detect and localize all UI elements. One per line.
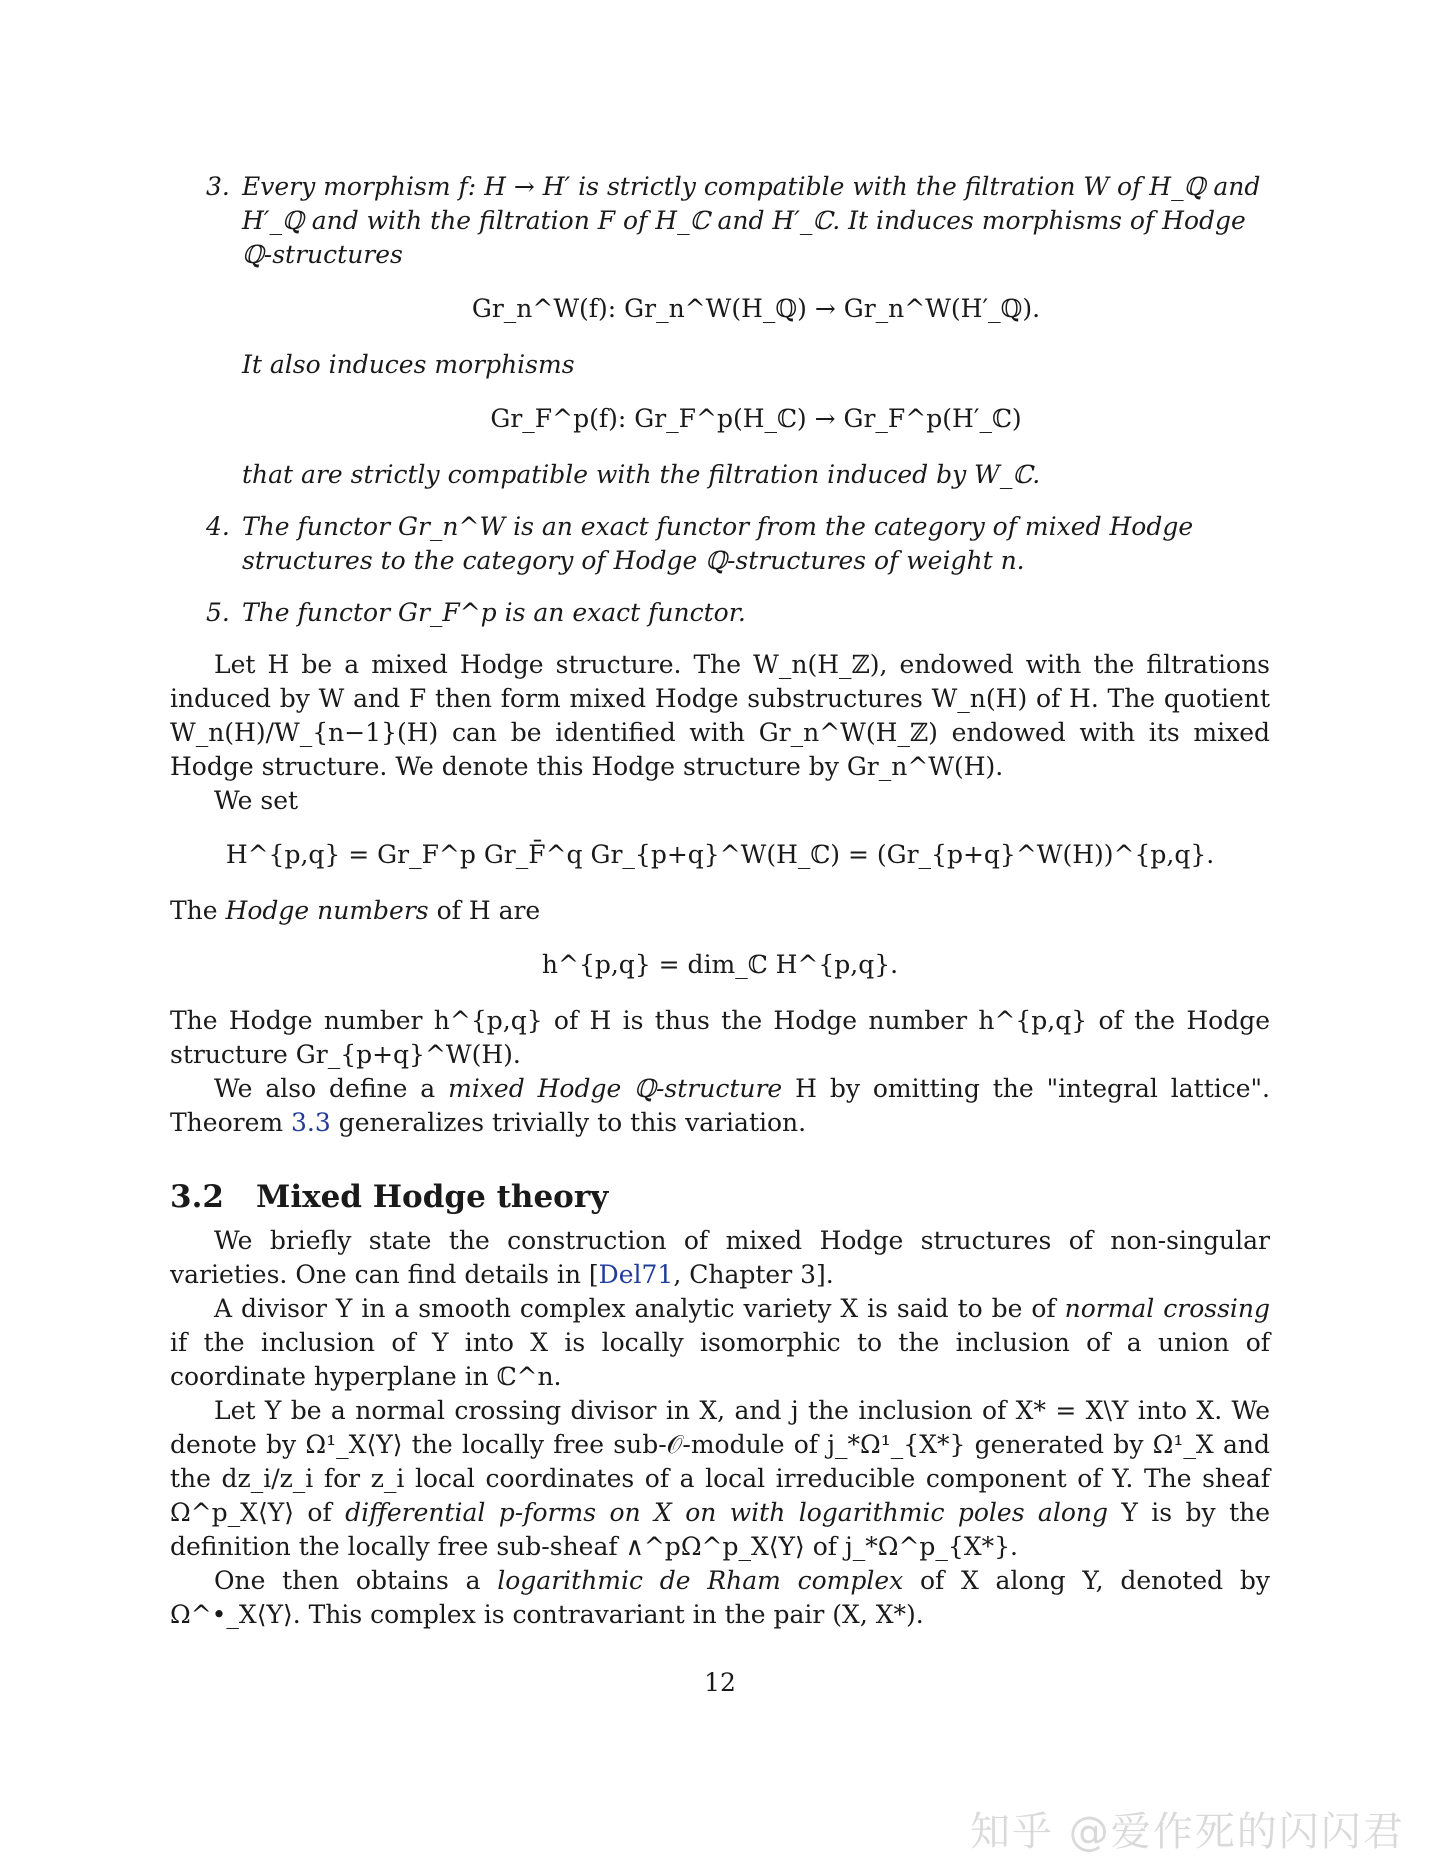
item-number: 4.	[206, 512, 230, 541]
emphasis: mixed Hodge ℚ-structure	[448, 1074, 783, 1103]
list-item-5	[170, 596, 1270, 630]
paragraph: The Hodge number h^{p,q} of H is thus the Hodge number h^{p,q} of the Hodge structure Gr_{p+q}^W(H).	[170, 1006, 1270, 1069]
emphasis: logarithmic de Rham complex	[497, 1566, 904, 1595]
section-heading	[170, 1180, 1270, 1214]
display-equation: Gr_n^W(f): Gr_n^W(H_ℚ) → Gr_n^W(H′_ℚ).	[471, 294, 1041, 323]
item-text: that are strictly compatible with the filtration induced by W_ℂ.	[242, 460, 1041, 489]
display-equation: Gr_F^p(f): Gr_F^p(H_ℂ) → Gr_F^p(H′_ℂ)	[490, 404, 1022, 433]
display-equation: H^{p,q} = Gr_F^p Gr_F̄^q Gr_{p+q}^W(H_ℂ) = (Gr_{p+q}^W(H))^{p,q}.	[225, 840, 1215, 869]
display-equation: h^{p,q} = dim_ℂ H^{p,q}.	[541, 950, 899, 979]
emphasis: differential p-forms on X on with logarithmic poles along	[345, 1498, 1108, 1527]
item-number: 3.	[206, 172, 230, 201]
page-body	[170, 170, 1270, 1632]
paragraph: We briefly state the construction of mixed Hodge structures of non-singular varieties. One can find details in [Del71, Chapter 3].	[170, 1226, 1270, 1289]
item-number: 5.	[206, 598, 230, 627]
list-item-3	[170, 170, 1270, 492]
page-number: 12	[704, 1668, 736, 1697]
section-title: Mixed Hodge theory	[256, 1179, 609, 1215]
paragraph: A divisor Y in a smooth complex analytic variety X is said to be of normal crossing if the inclusion of Y into X is locally isomorphic to the inclusion of a union of coordinate hyperplane in ℂ^n.	[170, 1294, 1271, 1391]
paragraph: We also define a mixed Hodge ℚ-structure H by omitting the "integral lattice". Theorem 3.3 generalizes trivially to this variation.	[170, 1074, 1270, 1137]
paragraph: Let Y be a normal crossing divisor in X, and j the inclusion of X* = X\Y into X. We denote by Ω¹_X⟨Y⟩ the locally free sub-𝒪-module of j_*Ω¹_{X*} generated by Ω¹_X and the dz_i/z_i for z_i local coordinates of a local irreducible component of Y. The sheaf Ω^p_X⟨Y⟩ of differential p-forms on X on with logarithmic poles along Y is by the definition the locally free sub-sheaf ∧^pΩ^p_X⟨Y⟩ of j_*Ω^p_{X*}.	[170, 1396, 1271, 1561]
paragraph: We set	[214, 786, 299, 815]
item-text: Every morphism f: H → H′ is strictly compatible with the filtration W of H_ℚ and H′_ℚ and with the filtration F of H_ℂ and H′_ℂ. It induces morphisms of Hodge ℚ-structures	[242, 172, 1261, 269]
section-number: 3.2	[170, 1179, 224, 1215]
emphasis: normal crossing	[1064, 1294, 1271, 1323]
emphasis: Hodge numbers	[225, 896, 429, 925]
list-item-4	[170, 510, 1270, 578]
item-text: The functor Gr_F^p is an exact functor.	[242, 598, 746, 627]
paragraph: Let H be a mixed Hodge structure. The W_n(H_ℤ), endowed with the filtrations induced by W and F then form mixed Hodge substructures W_n(H) of H. The quotient W_n(H)/W_{n−1}(H) can be identified with Gr_n^W(H_ℤ) endowed with its mixed Hodge structure. We denote this Hodge structure by Gr_n^W(H).	[170, 650, 1270, 781]
watermark: 知乎 @爱作死的闪闪君	[970, 1809, 1405, 1855]
theorem-reference-link[interactable]: 3.3	[291, 1108, 331, 1137]
citation-link[interactable]: Del71	[598, 1260, 674, 1289]
item-text: It also induces morphisms	[242, 350, 575, 379]
paragraph: One then obtains a logarithmic de Rham complex of X along Y, denoted by Ω^•_X⟨Y⟩. This complex is contravariant in the pair (X, X*).	[170, 1566, 1270, 1629]
paragraph: The Hodge numbers of H are	[170, 896, 541, 925]
item-text: The functor Gr_n^W is an exact functor from the category of mixed Hodge structures to the category of Hodge ℚ-structures of weight n.	[242, 512, 1194, 575]
